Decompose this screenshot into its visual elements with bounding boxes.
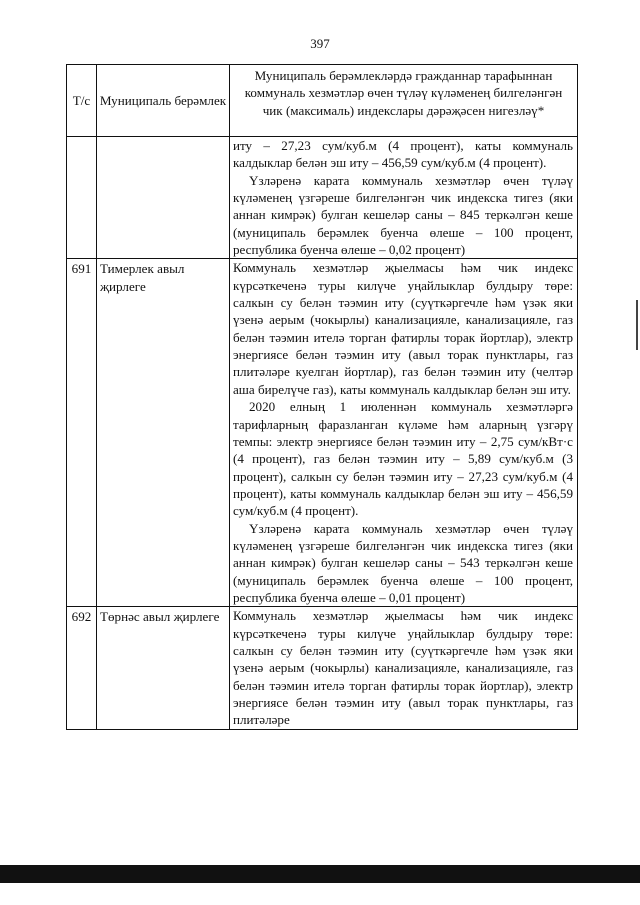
municipal-tariff-table bbox=[66, 64, 578, 730]
row-number: 691 bbox=[67, 259, 97, 607]
page-number: 397 bbox=[310, 36, 330, 51]
row-paragraph: иту – 27,23 сум/куб.м (4 процент), каты коммуналь калдыклар белән эш иту – 456,59 сум/куб.м (4 процент). bbox=[233, 138, 573, 171]
row-description bbox=[230, 137, 578, 259]
row-description bbox=[230, 607, 578, 729]
row-paragraph: Коммуналь хезмәтләр җыелмасы һәм чик индекс күрсәткеченә туры килүче уңайлыклар булдыру төре: салкын су белән тәэмин иту (суүткәргечле һәм үзәк яки үзенә аерым (чокырлы) канализацияле, канализацияле, газ белән тәэмин ителә торган фатирлы торак йортлар), электр энергиясе белән тәэмин иту (авыл торак пунктлары, газ плитәләре куелган йортлар), газ белән тәэмин иту (челтәр аша бирелүче газ), каты коммуналь калдыклар белән эш иту. bbox=[233, 260, 573, 397]
row-municipality: Тимерлек авыл җирлеге bbox=[97, 259, 230, 607]
row-municipality: Төрнәс авыл җирлеге bbox=[97, 607, 230, 729]
scan-bottom-border bbox=[0, 865, 640, 883]
header-justification: Муниципаль берәмлекләрдә гражданнар тарафыннан коммуналь хезмәтләр өчен түләү күләменең билгеләнгән чик (максималь) индекслары дәрәҗәсен нигезләү* bbox=[230, 65, 578, 137]
table-row bbox=[67, 607, 578, 729]
header-number: Т/с bbox=[67, 65, 97, 137]
row-paragraph: Үзләренә карата коммуналь хезмәтләр өчен түләү күләменең үзгәреше билгеләнгән чик индекска тигез (яки аннан кимрәк) булган кешеләр саны – 543 теркәлгән кеше (муниципаль берәмлек буенча өлеше – 100 процент, республика буенча өлеше – 0,01 процент) bbox=[233, 520, 573, 605]
row-description bbox=[230, 259, 578, 607]
row-paragraph: 2020 елның 1 июленнән коммуналь хезмәтләргә тарифларның фаразланган күләме һәм аларның үзгәрү темпы: электр энергиясе белән тәэмин иту – 2,75 сум/кВт·с (4 процент), газ белән тәэмин иту – 5,89 сум/куб.м (3 процент), салкын су белән тәэмин иту – 27,23 сум/куб.м (4 процент), каты коммуналь калдыклар белән эш иту – 456,59 сум/куб.м (4 процент). bbox=[233, 399, 573, 519]
row-number: 692 bbox=[67, 607, 97, 729]
row-paragraph: Үзләренә карата коммуналь хезмәтләр өчен түләү күләменең үзгәреше билгеләнгән чик индекска тигез (яки аннан кимрәк) булган кешеләр саны – 845 теркәлгән кеше (муниципаль берәмлек буенча өлеше – 100 процент, республика буенча өлеше – 0,02 процент) bbox=[233, 172, 573, 258]
table-header-row bbox=[67, 65, 578, 137]
scan-edge-line bbox=[636, 300, 638, 350]
row-municipality bbox=[97, 137, 230, 259]
table-row bbox=[67, 137, 578, 259]
header-municipality: Муниципаль берәмлек bbox=[97, 65, 230, 137]
row-number bbox=[67, 137, 97, 259]
row-paragraph: Коммуналь хезмәтләр җыелмасы һәм чик индекс күрсәткеченә туры килүче уңайлыклар булдыру төре: салкын су белән тәэмин иту (суүткәргечле һәм үзәк яки үзенә аерым (чокырлы) канализацияле, канализацияле, газ белән тәэмин ителә торган фатирлы торак йортлар), электр энергиясе белән тәэмин иту (авыл торак пунктлары, газ плитәләре bbox=[233, 608, 573, 728]
table-row bbox=[67, 259, 578, 607]
